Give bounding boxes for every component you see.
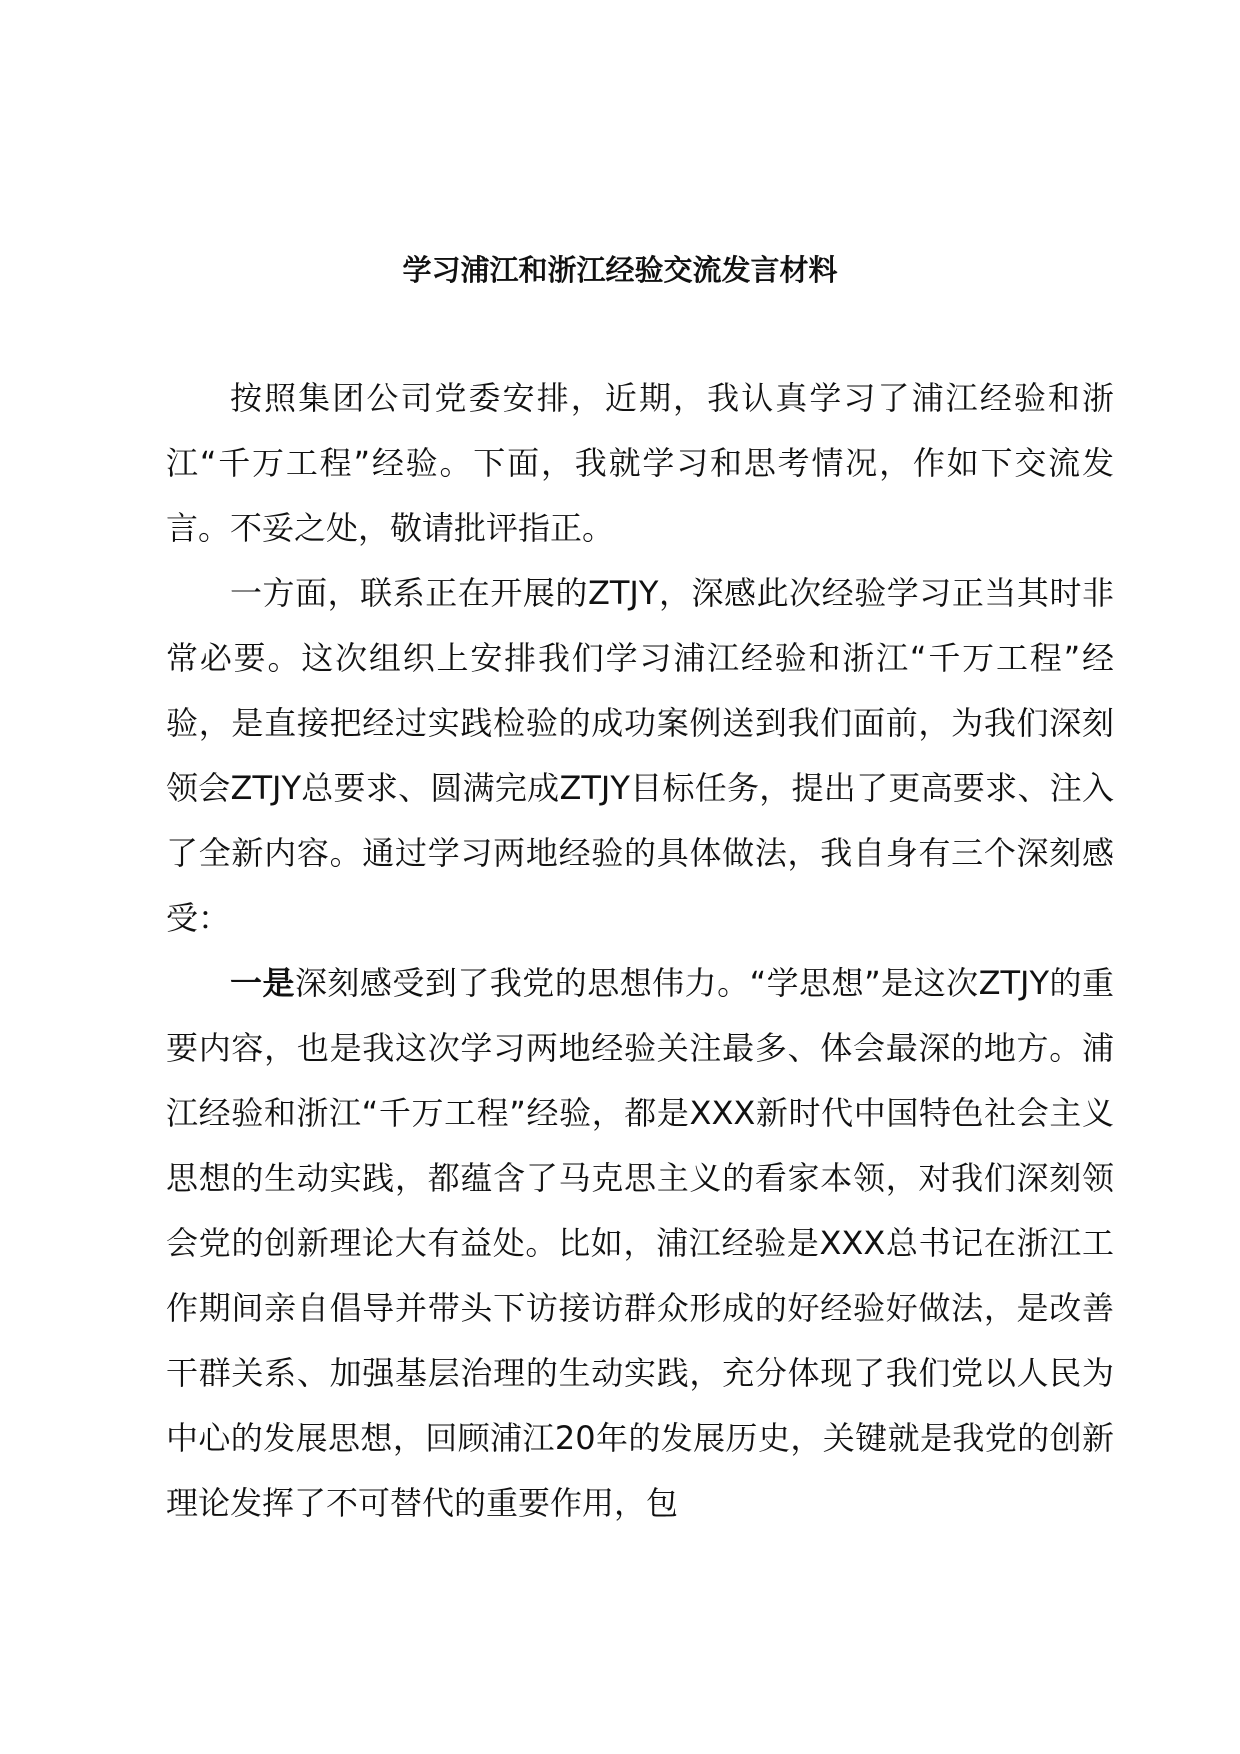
paragraph-text: 按照集团公司党委安排，近期，我认真学习了浦江经验和浙江“千万工程”经验。下面，我就学习和思考情况，作如下交流发言。不妥之处，敬请批评指正。 [166,379,1114,547]
paragraph-first-aspect [166,561,1114,951]
document-title: 学习浦江和浙江经验交流发言材料 [402,253,838,287]
paragraph-lead: 一是 [230,964,295,1002]
paragraph-text: 深刻感受到了我党的思想伟力。“学思想”是这次ZTJY的重要内容，也是我这次学习两地经验关注最多、体会最深的地方。浦江经验和浙江“千万工程”经验，都是XXX新时代中国特色社会主义思想的生动实践，都蕴含了马克思主义的看家本领，对我们深刻领会党的创新理论大有益处。比如，浦江经验是XXX总书记在浙江工作期间亲自倡导并带头下访接访群众形成的好经验好做法，是改善干群关系、加强基层治理的生动实践，充分体现了我们党以人民为中心的发展思想，回顾浦江20年的发展历史，关键就是我党的创新理论发挥了不可替代的重要作用，包 [166,964,1114,1522]
paragraph-point-one [166,951,1114,1536]
paragraph-text: 一方面，联系正在开展的ZTJY，深感此次经验学习正当其时非常必要。这次组织上安排我们学习浦江经验和浙江“千万工程”经验，是直接把经过实践检验的成功案例送到我们面前，为我们深刻领会ZTJY总要求、圆满完成ZTJY目标任务，提出了更高要求、注入了全新内容。通过学习两地经验的具体做法，我自身有三个深刻感受： [166,574,1114,937]
document-body [166,366,1114,1536]
paragraph-intro [166,366,1114,561]
